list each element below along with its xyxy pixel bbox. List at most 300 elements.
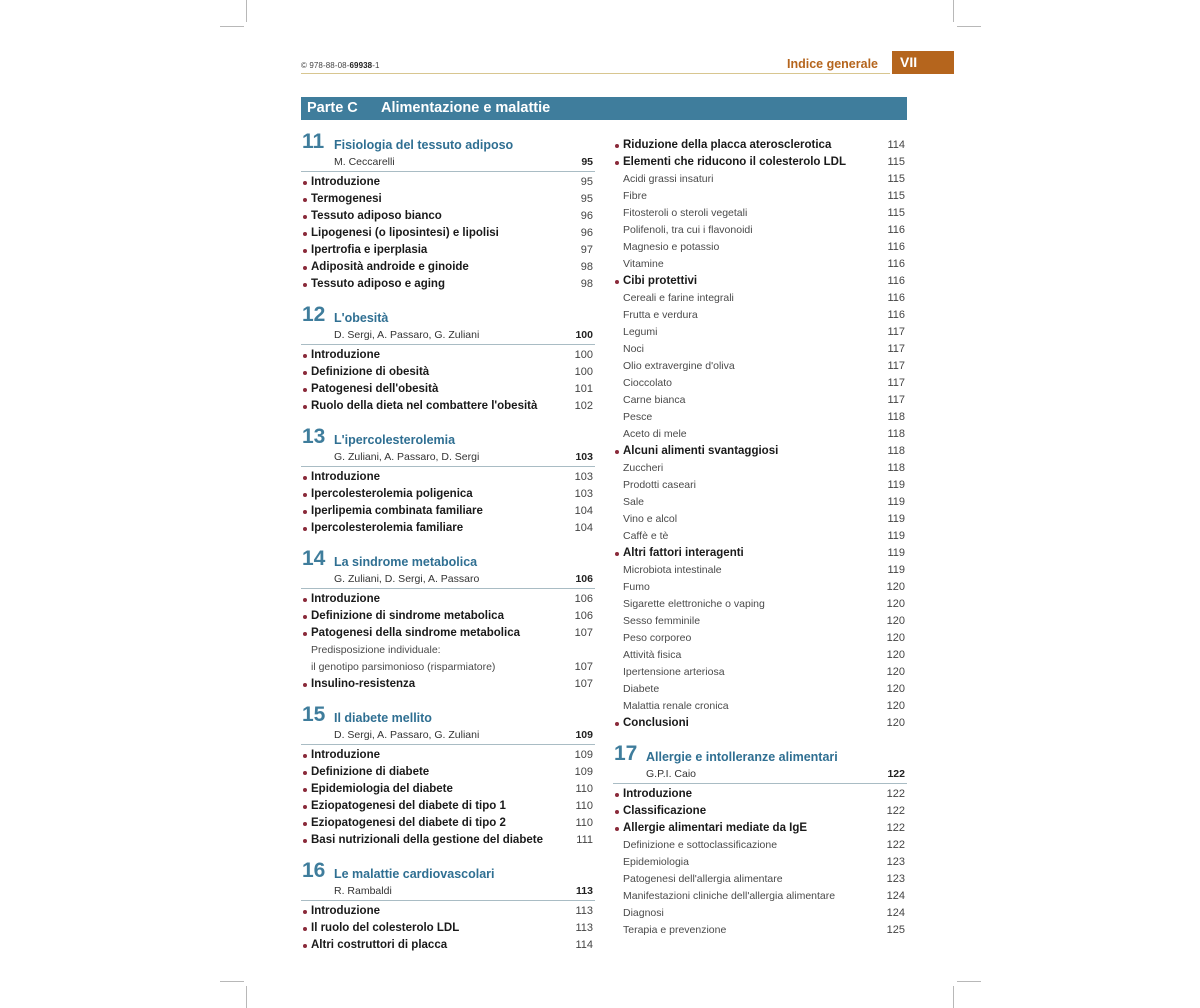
entry-title: Ipertrofia e iperplasia [311,244,428,256]
toc-entry[interactable] [613,154,907,171]
entry-title: Tessuto adiposo bianco [311,210,442,222]
entry-page: 119 [887,530,905,542]
toc-entry[interactable] [301,364,595,381]
entry-page: 117 [887,343,905,355]
entry-title: Eziopatogenesi del diabete di tipo 1 [311,800,506,812]
entry-title: Aceto di mele [623,428,687,440]
toc-entry[interactable] [301,625,595,642]
entry-page: 124 [886,890,905,902]
entry-page: 120 [886,598,905,610]
chapter-authors-row [301,451,595,467]
entry-page: 95 [580,193,593,205]
entry-page: 119 [887,479,905,491]
toc-subentry[interactable] [613,647,907,664]
entry-title: Attività fisica [623,649,682,661]
toc-subentry[interactable] [301,642,595,659]
entry-page: 116 [887,292,905,304]
toc-entry[interactable] [301,937,595,954]
toc-entry[interactable] [301,347,595,364]
entry-title: Introduzione [311,176,380,188]
entry-title: Introduzione [311,593,380,605]
entry-title: Sigarette elettroniche o vaping [623,598,765,610]
toc-subentry[interactable] [613,562,907,579]
toc-entry[interactable] [301,781,595,798]
entry-title: Termogenesi [311,193,382,205]
toc-subentry[interactable] [613,426,907,443]
toc-left-column [301,132,595,954]
chapter-authors-row [301,573,595,589]
chapter-title: Allergie e intolleranze alimentari [646,750,838,764]
continued-entries [613,137,907,732]
toc-subentry[interactable] [613,596,907,613]
entry-title: Diabete [623,683,660,695]
bullet-icon [615,793,619,797]
chapter-title: L'ipercolesterolemia [334,433,456,447]
entry-page: 120 [886,666,905,678]
entry-title: Patogenesi della sindrome metabolica [311,627,520,639]
toc-subentry[interactable] [613,528,907,545]
entry-page: 98 [580,261,593,273]
crop-mark [246,0,247,22]
entry-title: Terapia e prevenzione [623,924,727,936]
chapter-number: 16 [302,859,326,882]
entry-page: 117 [887,377,905,389]
part-banner [301,97,907,120]
bullet-icon [615,722,619,726]
entry-title: Alcuni alimenti svantaggiosi [623,445,779,457]
toc-subentry[interactable] [613,460,907,477]
toc-subentry[interactable] [613,239,907,256]
entry-page: 118 [887,445,905,457]
toc-entry[interactable] [301,381,595,398]
entry-title: Conclusioni [623,717,689,729]
entry-page: 119 [887,547,905,559]
chapter-heading[interactable] [301,305,595,329]
toc-entry[interactable] [301,259,595,276]
chapter-block [301,705,595,849]
chapter-page: 103 [575,451,593,463]
entry-page: 113 [575,922,593,934]
chapter-authors-row [301,156,595,172]
toc-subentry[interactable] [613,630,907,647]
toc-entry[interactable] [301,798,595,815]
entry-page: 118 [887,411,905,423]
entry-page: 116 [887,224,905,236]
entry-page: 96 [580,210,593,222]
bullet-icon [303,527,307,531]
toc-subentry[interactable] [613,922,907,939]
entry-title: Introduzione [623,788,692,800]
entry-page: 122 [886,839,905,851]
toc-subentry[interactable] [613,905,907,922]
page-number: VII [892,51,954,74]
entry-title: Epidemiologia del diabete [311,783,453,795]
entry-title: Ipercolesterolemia familiare [311,522,464,534]
entry-page: 95 [580,176,593,188]
entry-page: 107 [574,661,593,673]
crop-mark [220,26,244,27]
toc-entry[interactable] [301,208,595,225]
bullet-icon [303,910,307,914]
toc-entry[interactable] [301,608,595,625]
chapter-block [613,744,907,939]
bullet-icon [615,827,619,831]
entry-title: Iperlipemia combinata familiare [311,505,483,517]
chapter-block [301,549,595,693]
entry-page: 96 [580,227,593,239]
toc-entry[interactable] [301,520,595,537]
entry-title: Peso corporeo [623,632,692,644]
chapter-heading[interactable] [301,861,595,885]
toc-subentry[interactable] [613,409,907,426]
bullet-icon [303,754,307,758]
toc-subentry[interactable] [613,256,907,273]
header-rule [301,73,890,74]
entry-title: Riduzione della placca aterosclerotica [623,139,832,151]
toc-subentry[interactable] [613,392,907,409]
entry-title: Patogenesi dell'obesità [311,383,439,395]
toc-subentry[interactable] [613,871,907,888]
bullet-icon [303,683,307,687]
entry-page: 120 [886,581,905,593]
entry-title: Pesce [623,411,653,423]
entry-page: 115 [887,156,905,168]
entry-title: Epidemiologia [623,856,689,868]
part-title: Alimentazione e malattie [381,100,551,116]
chapter-number: 13 [302,425,326,448]
chapter-title: Fisiologia del tessuto adiposo [334,138,514,152]
entry-page: 116 [887,275,905,287]
bullet-icon [303,788,307,792]
toc-subentry[interactable] [613,698,907,715]
toc-subentry[interactable] [613,324,907,341]
entry-page: 119 [887,564,905,576]
bullet-icon [303,215,307,219]
running-header [301,52,954,74]
toc-subentry[interactable] [613,375,907,392]
entry-page: 116 [887,241,905,253]
entry-page: 115 [887,173,905,185]
chapter-page: 122 [887,768,905,780]
toc-subentry[interactable] [613,290,907,307]
toc-entry[interactable] [301,503,595,520]
toc-entry[interactable] [301,486,595,503]
toc-right-column [613,137,907,939]
entry-title: Definizione di diabete [311,766,430,778]
toc-subentry[interactable] [613,579,907,596]
toc-entry[interactable] [301,903,595,920]
bullet-icon [303,371,307,375]
toc-entry[interactable] [613,137,907,154]
entry-page: 106 [574,593,593,605]
toc-subentry[interactable] [613,888,907,905]
entry-page: 123 [886,856,905,868]
entry-title: Legumi [623,326,658,338]
chapter-heading[interactable] [301,549,595,573]
bullet-icon [303,771,307,775]
entry-title: Cibi protettivi [623,275,698,287]
crop-mark [220,981,244,982]
entry-page: 119 [887,513,905,525]
entry-title: Ipercolesterolemia poligenica [311,488,473,500]
chapter-block [301,132,595,293]
chapter-heading[interactable] [301,132,595,156]
toc-subentry[interactable] [613,477,907,494]
entry-title: Eziopatogenesi del diabete di tipo 2 [311,817,506,829]
entry-page: 120 [886,700,905,712]
chapter-block [301,305,595,415]
entry-page: 100 [574,366,593,378]
chapter-number: 15 [302,703,326,726]
entry-title: Fibre [623,190,647,202]
toc-entry[interactable] [301,591,595,608]
bullet-icon [615,810,619,814]
chapter-authors-row [301,329,595,345]
entry-page: 117 [887,394,905,406]
bullet-icon [615,144,619,148]
entry-page: 120 [886,649,905,661]
entry-page: 106 [574,610,593,622]
entry-page: 114 [575,939,593,951]
crop-mark [953,0,954,22]
bullet-icon [303,198,307,202]
entry-title: Introduzione [311,471,380,483]
entry-title: Elementi che riducono il colesterolo LDL [623,156,847,168]
bullet-icon [303,354,307,358]
toc-subentry[interactable] [613,664,907,681]
entry-title: Basi nutrizionali della gestione del diabete [311,834,543,846]
toc-subentry[interactable] [301,659,595,676]
toc-entry[interactable] [301,191,595,208]
entry-page: 110 [575,783,593,795]
entry-page: 116 [887,309,905,321]
toc-subentry[interactable] [613,681,907,698]
chapter-heading[interactable] [301,427,595,451]
entry-page: 119 [887,496,905,508]
entry-title: Classificazione [623,805,707,817]
entry-page: 117 [887,360,905,372]
entry-title: Polifenoli, tra cui i flavonoidi [623,224,753,236]
entry-title: Definizione di sindrome metabolica [311,610,504,622]
entry-page: 120 [886,615,905,627]
chapter-authors: G. Zuliani, D. Sergi, A. Passaro [334,573,480,585]
toc-entry[interactable] [301,764,595,781]
entry-title: Cereali e farine integrali [623,292,734,304]
entry-page: 122 [886,788,905,800]
crop-mark [957,26,981,27]
entry-page: 98 [580,278,593,290]
entry-page: 100 [574,349,593,361]
chapter-authors: G.P.I. Caio [646,768,696,780]
entry-page: 110 [575,800,593,812]
toc-entry[interactable] [613,545,907,562]
entry-page: 120 [886,683,905,695]
entry-page: 110 [575,817,593,829]
toc-subentry[interactable] [613,341,907,358]
chapter-title: Il diabete mellito [334,711,432,725]
toc-entry[interactable] [301,815,595,832]
entry-title: Definizione e sottoclassificazione [623,839,778,851]
chapter-number: 14 [302,547,326,570]
bullet-icon [303,632,307,636]
entry-page: 104 [574,505,593,517]
entry-title: il genotipo parsimonioso (risparmiatore) [311,661,496,673]
entry-page: 109 [574,749,593,761]
entry-page: 118 [887,428,905,440]
chapter-authors: M. Ceccarelli [334,156,395,168]
toc-subentry[interactable] [613,171,907,188]
toc-entry[interactable] [613,443,907,460]
entry-title: Altri costruttori di placca [311,939,448,951]
toc-subentry[interactable] [613,511,907,528]
entry-title: Zuccheri [623,462,664,474]
chapter-authors-row [613,768,907,784]
entry-title: Olio extravergine d'oliva [623,360,735,372]
entry-page: 101 [574,383,593,395]
crop-mark [957,981,981,982]
bullet-icon [303,249,307,253]
toc-subentry[interactable] [613,307,907,324]
bullet-icon [303,615,307,619]
entry-title: Sale [623,496,645,508]
chapter-page: 95 [581,156,593,168]
bullet-icon [303,598,307,602]
toc-entry[interactable] [301,747,595,764]
chapter-title: L'obesità [334,311,389,325]
bullet-icon [303,822,307,826]
bullet-icon [303,805,307,809]
toc-entry[interactable] [301,276,595,293]
entry-title: Caffè e tè [623,530,669,542]
chapter-block [301,861,595,954]
toc-subentry[interactable] [613,222,907,239]
toc-subentry[interactable] [613,205,907,222]
entry-page: 122 [886,822,905,834]
entry-title: Frutta e verdura [623,309,698,321]
bullet-icon [303,944,307,948]
entry-title: Introduzione [311,749,380,761]
toc-entry[interactable] [301,920,595,937]
entry-title: Introduzione [311,905,380,917]
entry-title: Fumo [623,581,650,593]
toc-subentry[interactable] [613,494,907,511]
chapter-heading[interactable] [613,744,907,768]
toc-entry[interactable] [301,174,595,191]
entry-title: Ipertensione arteriosa [623,666,725,678]
entry-title: Magnesio e potassio [623,241,720,253]
chapter-authors-row [301,885,595,901]
chapter-heading[interactable] [301,705,595,729]
entry-page: 120 [886,717,905,729]
toc-entry[interactable] [301,225,595,242]
entry-title: Altri fattori interagenti [623,547,744,559]
entry-title: Cioccolato [623,377,673,389]
crop-mark [953,986,954,1008]
chapter-title: La sindrome metabolica [334,555,478,569]
chapter-page: 109 [575,729,593,741]
entry-page: 102 [574,400,593,412]
entry-page: 120 [886,632,905,644]
bullet-icon [303,266,307,270]
toc-entry[interactable] [301,242,595,259]
bullet-icon [615,450,619,454]
entry-title: Allergie alimentari mediate da IgE [623,822,808,834]
entry-page: 104 [574,522,593,534]
section-title: Indice generale [786,57,878,71]
entry-page: 103 [574,471,593,483]
crop-mark [246,986,247,1008]
entry-title: Diagnosi [623,907,664,919]
chapter-authors: G. Zuliani, A. Passaro, D. Sergi [334,451,480,463]
bullet-icon [615,161,619,165]
toc-entry[interactable] [613,786,907,803]
chapter-title: Le malattie cardiovascolari [334,867,495,881]
chapter-authors-row [301,729,595,745]
entry-title: Definizione di obesità [311,366,430,378]
entry-page: 116 [887,258,905,270]
bullet-icon [303,283,307,287]
chapter-page: 113 [576,885,593,897]
chapter-authors: R. Rambaldi [334,885,392,897]
entry-page: 107 [574,627,593,639]
entry-page: 123 [886,873,905,885]
toc-entry[interactable] [613,273,907,290]
entry-page: 111 [576,834,593,846]
entry-page: 113 [575,905,593,917]
part-label: Parte C [307,100,358,116]
entry-page: 103 [574,488,593,500]
bullet-icon [615,280,619,284]
entry-title: Patogenesi dell'allergia alimentare [623,873,783,885]
bullet-icon [303,510,307,514]
toc-entry[interactable] [613,803,907,820]
entry-title: Noci [623,343,645,355]
entry-page: 109 [574,766,593,778]
entry-page: 118 [887,462,905,474]
bullet-icon [303,181,307,185]
toc-entry[interactable] [613,820,907,837]
chapter-number: 17 [614,742,638,765]
bullet-icon [303,405,307,409]
toc-subentry[interactable] [613,837,907,854]
toc-entry[interactable] [301,469,595,486]
toc-subentry[interactable] [613,613,907,630]
toc-entry[interactable] [301,398,595,415]
entry-page: 125 [886,924,905,936]
chapter-authors: D. Sergi, A. Passaro, G. Zuliani [334,329,480,341]
entry-title: Prodotti caseari [623,479,696,491]
bullet-icon [615,552,619,556]
entry-page: 114 [887,139,905,151]
entry-title: Manifestazioni cliniche dell'allergia alimentare [623,890,836,902]
entry-title: Adiposità androide e ginoide [311,261,469,273]
entry-title: Tessuto adiposo e aging [311,278,445,290]
toc-entry[interactable] [301,676,595,693]
entry-title: Ruolo della dieta nel combattere l'obesità [311,400,538,412]
toc-entry[interactable] [301,832,595,849]
entry-page: 107 [574,678,593,690]
toc-subentry[interactable] [613,854,907,871]
entry-title: Introduzione [311,349,380,361]
toc-subentry[interactable] [613,188,907,205]
toc-entry[interactable] [613,715,907,732]
toc-subentry[interactable] [613,358,907,375]
bullet-icon [303,927,307,931]
bullet-icon [303,388,307,392]
entry-title: Vino e alcol [623,513,678,525]
entry-title: Lipogenesi (o liposintesi) e lipolisi [311,227,499,239]
entry-title: Predisposizione individuale: [311,644,441,656]
